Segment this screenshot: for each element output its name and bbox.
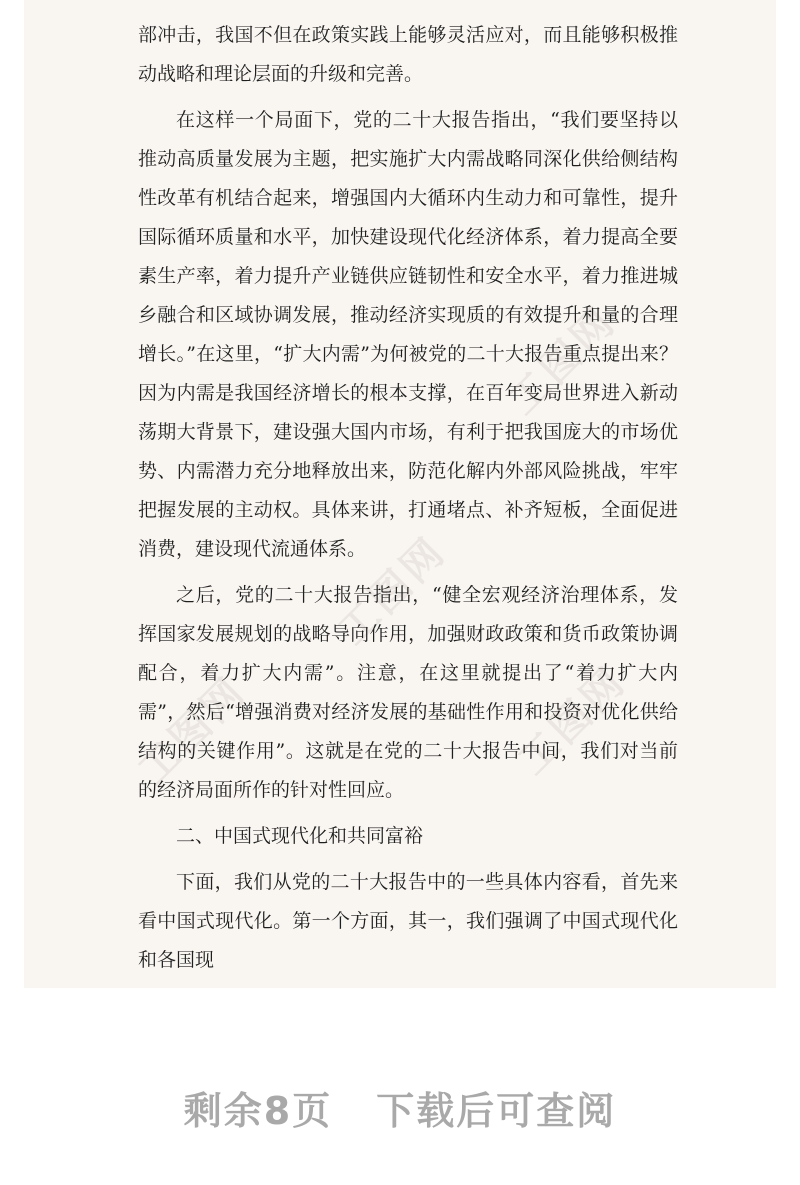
watermark: 工图网 (509, 658, 636, 784)
paragraph: 之后，党的二十大报告指出，“健全宏观经济治理体系，发挥国家发展规划的战略导向作用，加强财政政策和货币政策协调配合，着力扩大内需”。注意，在这里就提出了“着力扩大内需”，然后“增强消费对经济发展的基础性作用和投资对优化供给结构的关键作用”。这就是在党的二十大报告中间，我们对当前的经济局面所作的针对性回应。 (138, 584, 678, 801)
paragraph: 在这样一个局面下，党的二十大报告指出，“我们要坚持以推动高质量发展为主题，把实施扩大内需战略同深化供给侧结构性改革有机结合起来，增强国内大循环内生动力和可靠性，提升国际循环质量和水平，加快建设现代化经济体系，着力提高全要素生产率，着力提升产业链供应链韧性和安全水平，着力推进城乡融合和区域协调发展，推动经济实现质的有效提升和量的合理增长。”在这里，“扩大内需”为何被党的二十大报告重点提出来？因为内需是我国经济增长的根本支撑，在百年变局世界进入新动荡期大背景下，建设强大国内市场，有利于把我国庞大的市场优势、内需潜力充分地释放出来，防范化解内外部风险挑战，牢牢把握发展的主动权。具体来讲，打通堵点、补齐短板，全面促进消费，建设现代流通体系。 (138, 109, 678, 560)
remaining-pages-label: 剩余8页 (183, 1089, 333, 1133)
document-body (138, 16, 678, 987)
watermark: 工图网 (129, 668, 256, 794)
watermark: 工图网 (329, 528, 456, 654)
watermark: 工图网 (499, 298, 626, 424)
section-heading: 二、中国式现代化和共同富裕 (176, 825, 424, 847)
download-hint-label: 下载后可查阅 (376, 1089, 617, 1133)
paragraph: 部冲击，我国不但在政策实践上能够灵活应对，而且能够积极推动战略和理论层面的升级和完善。 (138, 24, 678, 85)
download-prompt[interactable] (0, 1080, 800, 1135)
paragraph: 下面，我们从党的二十大报告中的一些具体内容看，首先来看中国式现代化。第一个方面，其一，我们强调了中国式现代化和各国现 (138, 871, 678, 971)
document-page (24, 0, 776, 988)
